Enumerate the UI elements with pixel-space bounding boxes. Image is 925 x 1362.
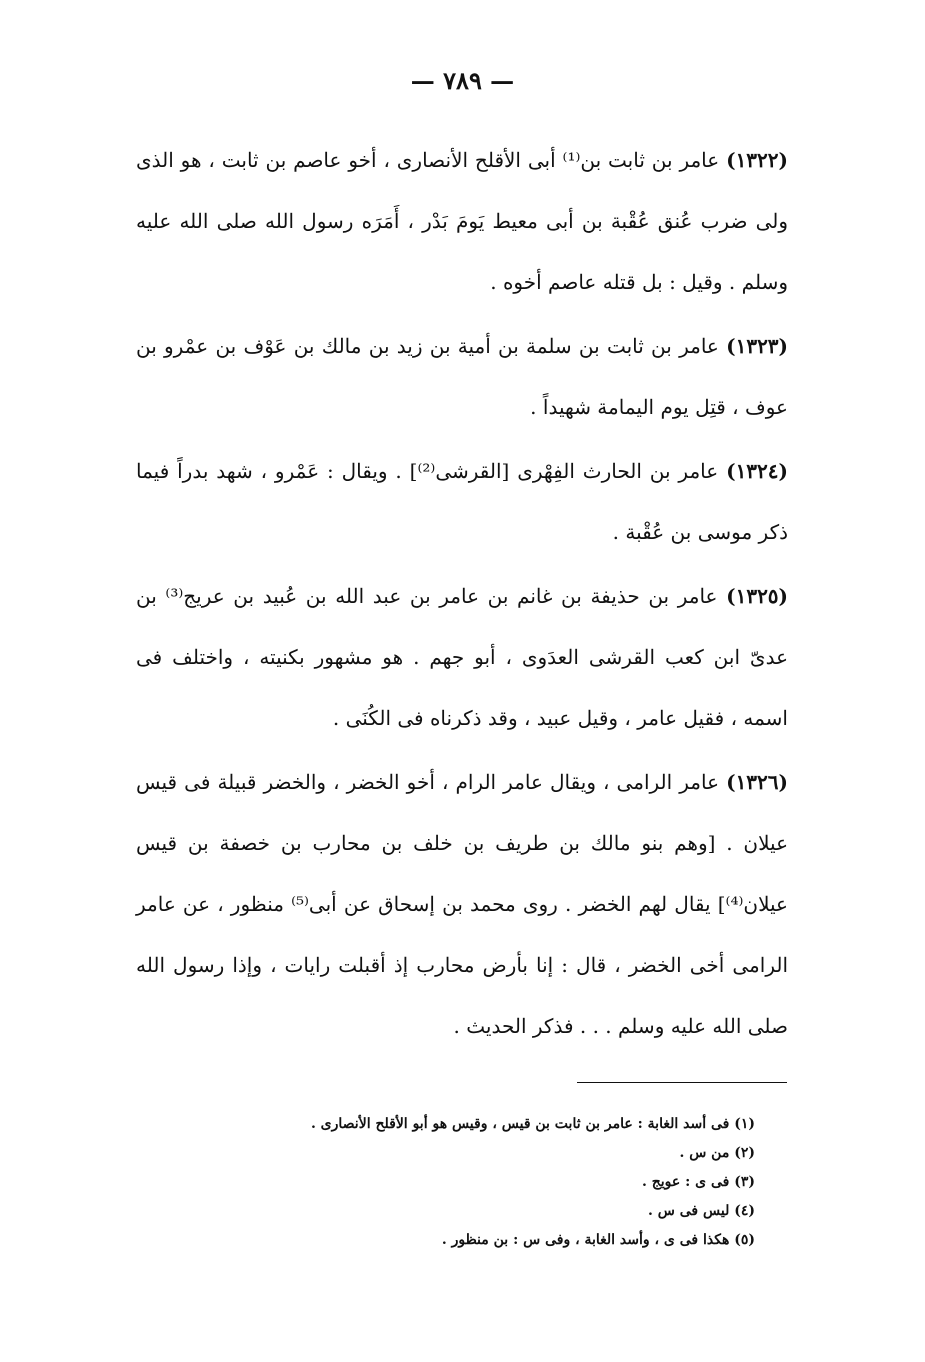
footnote-5: (٥) هكذا فى ى ، وأسد الغابة ، وفى س : بن منظور . [441,1232,755,1248]
entry-text: عامر بن الحارث الفِهْرى [القرشى⁽²⁾] . ويقال : عَمْرو ، شهد بدراً فيما ذكر موسى بن عُقْبة . [136,459,788,544]
entry-number: (١٣٢٢) [726,148,788,172]
footnote-2: (٢) من س . [679,1145,755,1161]
footnote-divider [577,1082,787,1083]
entry-number: (١٣٢٦) [726,770,788,794]
entry-1322 [136,130,788,313]
entry-text: عامر بن حذيفة بن غانم بن عامر بن عبد الله بن عُبيد بن عريج⁽³⁾ بن عدىّ ابن كعب القرشى العدَوى ، أبو جهم . هو مشهور بكنيته ، واختلف فى اسمه ، فقيل عامر ، وقيل عبيد ، وقد ذكرناه فى الكُنَى . [136,584,788,730]
footnote-3: (٣) فى ى : عويج . [641,1174,755,1190]
entry-text: عامر الرامى ، ويقال عامر الرام ، أخو الخضر ، والخضر قبيلة فى قيس عيلان . [وهم بنو مالك بن طريف بن خلف بن محارب بن خصفة بن قيس عيلان⁽⁴⁾] يقال لهم الخضر . روى محمد بن إسحاق عن أبى⁽⁵⁾ منظور ، عن عامر الرامى أخى الخضر ، قال : إنا بأرض محارب إذ أقبلت رايات ، وإذا رسول الله صلى الله عليه وسلم . . . فذكر الحديث . [136,770,788,1038]
entry-number: (١٣٢٣) [726,334,789,358]
entry-1326 [136,752,788,1057]
entry-1323 [136,316,788,438]
footnote-1: (١) فى أسد الغابة : عامر بن ثابت بن قيس ، وقيس هو أبو الأقلح الأنصارى . [310,1116,755,1132]
entry-number: (١٣٢٥) [726,584,789,608]
entry-1324 [136,441,788,563]
footnote-4: (٤) ليس فى س . [648,1203,755,1219]
entry-1325 [136,566,788,749]
entries-section [136,130,788,1057]
footnotes-section [200,1110,755,1255]
entry-text: عامر بن ثابت بن سلمة بن أمية بن زيد بن مالك بن عَوْف بن عمْرو بن عوف ، قتِل يوم اليمامة شهيداً . [136,334,788,419]
entry-number: (١٣٢٤) [726,459,788,483]
page-number: — ٧٨٩ — [410,66,515,95]
entry-text: عامر بن ثابت بن⁽¹⁾ أبى الأقلح الأنصارى ، أخو عاصم بن ثابت ، هو الذى ولى ضرب عُنق عُقْبة بن أبى معيط يَومَ بَدْر ، أَمَرَه رسول الله صلى الله عليه وسلم . وقيل : بل قتله عاصم أخوه . [136,148,788,294]
